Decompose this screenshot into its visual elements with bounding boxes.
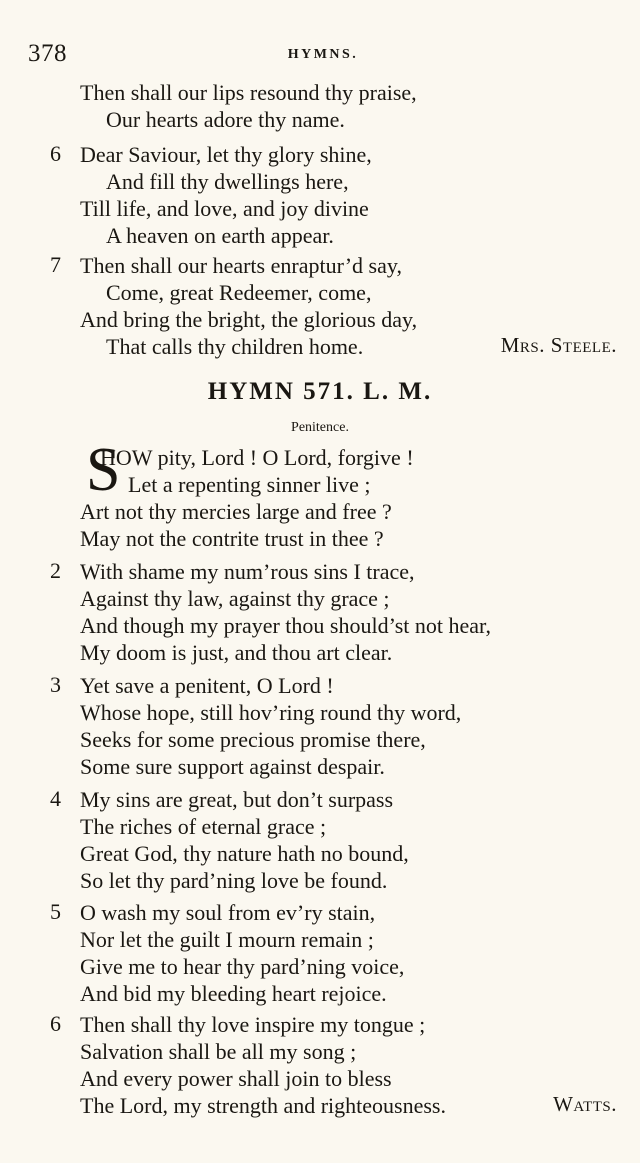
verse-line: My sins are great, but don’t surpass xyxy=(80,787,394,812)
prev-hymn-continuation xyxy=(50,79,625,133)
verse-line: Till life, and love, and joy divine xyxy=(80,196,369,221)
hymn-stanza-3 xyxy=(50,672,625,780)
verse-line: A heaven on earth appear. xyxy=(106,223,334,248)
verse-line: And bring the bright, the glorious day, xyxy=(80,307,418,332)
page-header xyxy=(28,40,618,70)
hymn-stanza-1 xyxy=(50,444,625,552)
verse-line: Come, great Redeemer, come, xyxy=(106,280,372,305)
stanza-number: 7 xyxy=(50,252,61,277)
verse-line: Let a repenting sinner live ; xyxy=(128,472,371,497)
prev-hymn-stanza-7 xyxy=(50,252,625,360)
verse-line: Then shall our hearts enraptur’d say, xyxy=(80,253,402,278)
verse-line: And fill thy dwellings here, xyxy=(106,169,349,194)
stanza-number: 6 xyxy=(50,1011,61,1036)
verse-line: Then shall thy love inspire my tongue ; xyxy=(80,1012,426,1037)
drop-cap: S xyxy=(86,436,121,504)
hymn-stanza-5 xyxy=(50,899,625,1007)
author-attribution: Mrs. Steele. xyxy=(500,333,617,357)
verse-line: Salvation shall be all my song ; xyxy=(80,1039,357,1064)
verse-line: Our hearts adore thy name. xyxy=(106,107,345,132)
verse-line: Some sure support against despair. xyxy=(80,754,385,779)
hymn-stanza-2 xyxy=(50,558,625,666)
verse-line: And every power shall join to bless xyxy=(80,1066,392,1091)
stanza-number: 5 xyxy=(50,899,61,924)
stanza-number: 2 xyxy=(50,558,61,583)
verse-line: Art not thy mercies large and free ? xyxy=(80,499,392,524)
hymn-stanza-4 xyxy=(50,786,625,894)
verse-line: The Lord, my strength and righteousness. xyxy=(80,1093,446,1118)
verse-line: So let thy pard’ning love be found. xyxy=(80,868,388,893)
hymn-subtitle: Penitence. xyxy=(291,420,349,435)
verse-line: O wash my soul from ev’ry stain, xyxy=(80,900,376,925)
verse-line: Dear Saviour, let thy glory shine, xyxy=(80,142,372,167)
verse-line: Whose hope, still hov’ring round thy word, xyxy=(80,700,462,725)
verse-line: Then shall our lips resound thy praise, xyxy=(80,80,417,105)
verse-line: Yet save a penitent, O Lord ! xyxy=(80,673,334,698)
verse-line: Great God, thy nature hath no bound, xyxy=(80,841,409,866)
verse-line: May not the contrite trust in thee ? xyxy=(80,526,384,551)
verse-line: Nor let the guilt I mourn remain ; xyxy=(80,927,374,952)
hymn-title: HYMN 571. L. M. xyxy=(207,378,433,405)
page-number: 378 xyxy=(28,40,67,67)
verse-line: That calls thy children home. xyxy=(106,334,364,359)
verse-line: Against thy law, against thy grace ; xyxy=(80,586,390,611)
verse-line: Seeks for some precious promise there, xyxy=(80,727,426,752)
verse-line: And bid my bleeding heart rejoice. xyxy=(80,981,387,1006)
prev-hymn-stanza-6 xyxy=(50,141,625,249)
running-head: HYMNS. xyxy=(287,47,359,62)
stanza-number: 3 xyxy=(50,672,61,697)
verse-line: And though my prayer thou should’st not hear, xyxy=(80,613,491,638)
verse-line: Give me to hear thy pard’ning voice, xyxy=(80,954,405,979)
stanza-number: 4 xyxy=(50,786,61,811)
verse-line: HOW pity, Lord ! O Lord, forgive ! xyxy=(100,445,414,470)
verse-line: My doom is just, and thou art clear. xyxy=(80,640,393,665)
stanza-number: 6 xyxy=(50,141,61,166)
author-attribution: Watts. xyxy=(553,1092,617,1116)
hymn-stanza-6 xyxy=(50,1011,625,1119)
verse-line: The riches of eternal grace ; xyxy=(80,814,327,839)
verse-line: With shame my num’rous sins I trace, xyxy=(80,559,415,584)
